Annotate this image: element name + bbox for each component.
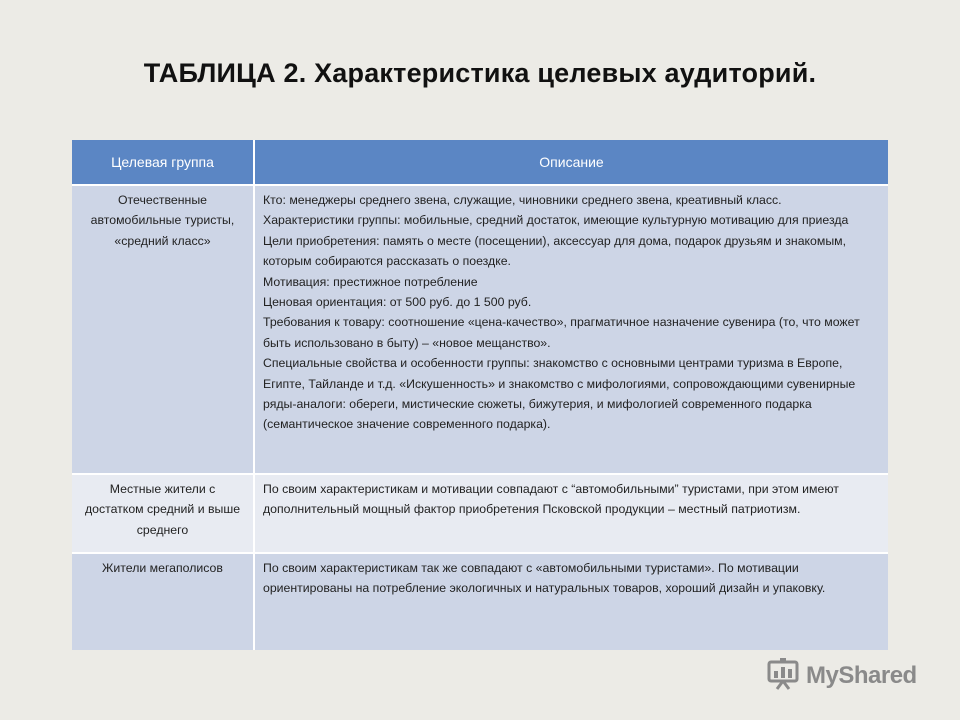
description-line: По своим характеристикам и мотивации совпадают с “автомобильными” туристами, при этом имеют дополнительный мощный фактор приобретения Псковской продукции – местный патриотизм. [263,482,839,517]
row-group-cell: Жители мегаполисов [72,553,254,650]
description-line: Кто: менеджеры среднего звена, служащие, чиновники среднего звена, креативный класс. [263,193,782,207]
header-description: Описание [254,140,888,185]
myshared-logo-text: MyShared [806,662,917,689]
description-line: Специальные свойства и особенности группы: знакомство с основными центрами туризма в Европе, Египте, Тайланде и т.д. «Искушенность» и знакомство с мифологиями, сопровождающими сувенирные ряды-аналоги: обереги, мистические сюжеты, бижутерия, и мифологией современного подарка (семантическое значение современного подарка). [263,356,856,432]
row-description-cell [254,474,888,553]
description-line: Требования к товару: соотношение «цена-качество», прагматичное назначение сувенира (то, что может быть использовано в быту) – «новое мещанство». [263,315,860,350]
row-group-cell: Местные жители с достатком средний и выше среднего [72,474,254,553]
description-line: Ценовая ориентация: от 500 руб. до 1 500 руб. [263,295,532,310]
table-row [72,474,888,553]
row-description-cell [254,553,888,650]
description-line: Мотивация: престижное потребление [263,274,478,289]
row-group-cell: Отечественные автомобильные туристы, «средний класс» [72,185,254,474]
table-header-row [72,140,888,185]
header-target-group: Целевая группа [72,140,254,185]
slide-title: ТАБЛИЦА 2. Характеристика целевых аудиторий. [143,58,817,88]
presentation-board-icon [766,657,800,696]
description-line: Цели приобретения: память о месте (посещении), аксессуар для дома, подарок друзьям и знакомым, которым собираются рассказать о поездке. [263,233,847,269]
description-line: Характеристики группы: мобильные, средний достаток, имеющие культурную мотивацию для приезда [263,213,849,228]
target-audience-table [72,140,888,650]
table-row [72,185,888,474]
myshared-logo[interactable] [766,656,917,696]
description-line: По своим характеристикам так же совпадают с «автомобильными туристами». По мотивации ориентированы на потребление экологичных и натуральных товаров, хороший дизайн и упаковку. [263,561,826,596]
table-row [72,553,888,650]
row-description-cell [254,185,888,474]
